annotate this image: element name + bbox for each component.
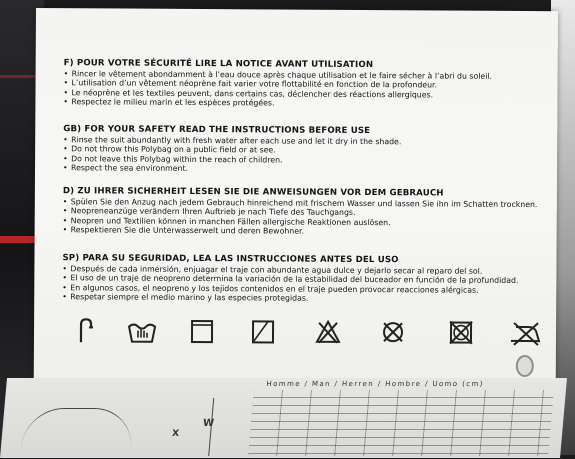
instruction-card [34,8,558,383]
x-measure-label: X [172,428,180,440]
section-english [63,124,543,175]
line-dry-icon [189,317,215,345]
w-measure-label: W [203,418,215,429]
body-figure [20,408,134,459]
instruction-list [63,197,543,237]
do-not-iron-icon [508,319,542,347]
section-heading: F) POUR VOTRE SÉCURITÉ LIRE LA NOTICE AVANT UTILISATION [64,58,544,71]
shade-dry-icon [250,317,276,345]
section-heading: SP) PARA SU SEGURIDAD, LEA LAS INSTRUCCIONES ANTES DEL USO [62,253,542,266]
list-item: • Respectez le milieu marin et les espèces protégées. [63,97,543,109]
hand-wash-tub-icon [126,317,158,345]
list-item: • Do not throw this Polybag on a public field or at see. [63,144,543,156]
list-item: • Respektieren Sie die Unterwasserwelt und deren Bewohner. [63,225,543,237]
list-item: • Do not leave this Polybag within the reach of children. [63,154,543,166]
list-item: • Le néoprène et les textiles peuvent, dans certains cas, déclencher des réactions allergiques. [63,88,543,100]
do-not-dry-clean-icon [447,319,475,347]
do-not-tumble-dry-icon [379,318,407,346]
size-chart-table [248,390,554,456]
list-item: • L’utilisation d’un vêtement néoprène fait varier votre flottabilité en fonction de la profondeur. [64,78,544,90]
hand-wash-faucet-icon [74,316,98,344]
section-french [63,58,543,109]
list-item: • Respect the sea environment. [63,163,543,175]
do-not-bleach-icon [314,318,342,346]
section-spanish [62,253,542,304]
list-item: • Spülen Sie den Anzug nach jedem Gebrauch hinreichend mit frischem Wasser und lassen Sie ihn im Schatten trocknen. [63,197,543,209]
instruction-list [63,69,543,109]
list-item: • Neopren und Textilien können in manchen Fällen allergische Reaktionen auslösen. [63,216,543,228]
list-item: • Después de cada inmersión, enjuagar el traje con abundante agua dulce y dejarlo secar al reparo del sol. [62,264,542,276]
list-item: • El uso de un traje de neopreno determina la variación de la estabilidad del buceador en función de la profundidad. [62,273,542,285]
size-chart-card [0,378,567,458]
list-item: • Rincer le vêtement abondamment à l’eau douce après chaque utilisation et le faire sécher à l’abri du soleil. [64,69,544,81]
section-heading: GB) FOR YOUR SAFETY READ THE INSTRUCTIONS BEFORE USE [63,124,543,137]
section-heading: D) ZU IHRER SICHERHEIT LESEN SIE DIE ANWEISUNGEN VOR DEM GEBRAUCH [63,186,543,199]
section-german [63,186,543,237]
list-item: • En algunos casos, el neopreno y los tejidos contenidos en el traje pueden provocar reacciones alérgicas. [62,283,542,295]
size-chart-header: Homme / Man / Herren / Hombre / Uomo (cm) [266,380,484,388]
list-item: • Neopreneanzüge verändern Ihren Auftrieb je nach Tiefe des Tauchgangs. [63,206,543,218]
tag-ring [516,355,534,377]
list-item: • Rinse the suit abundantly with fresh water after each use and let it dry in the shade. [63,135,543,147]
instruction-list [62,264,542,304]
care-icons-row [64,316,534,349]
instruction-list [63,135,543,175]
list-item: • Respetar siempre el medio marino y las especies protegidas. [62,292,542,304]
